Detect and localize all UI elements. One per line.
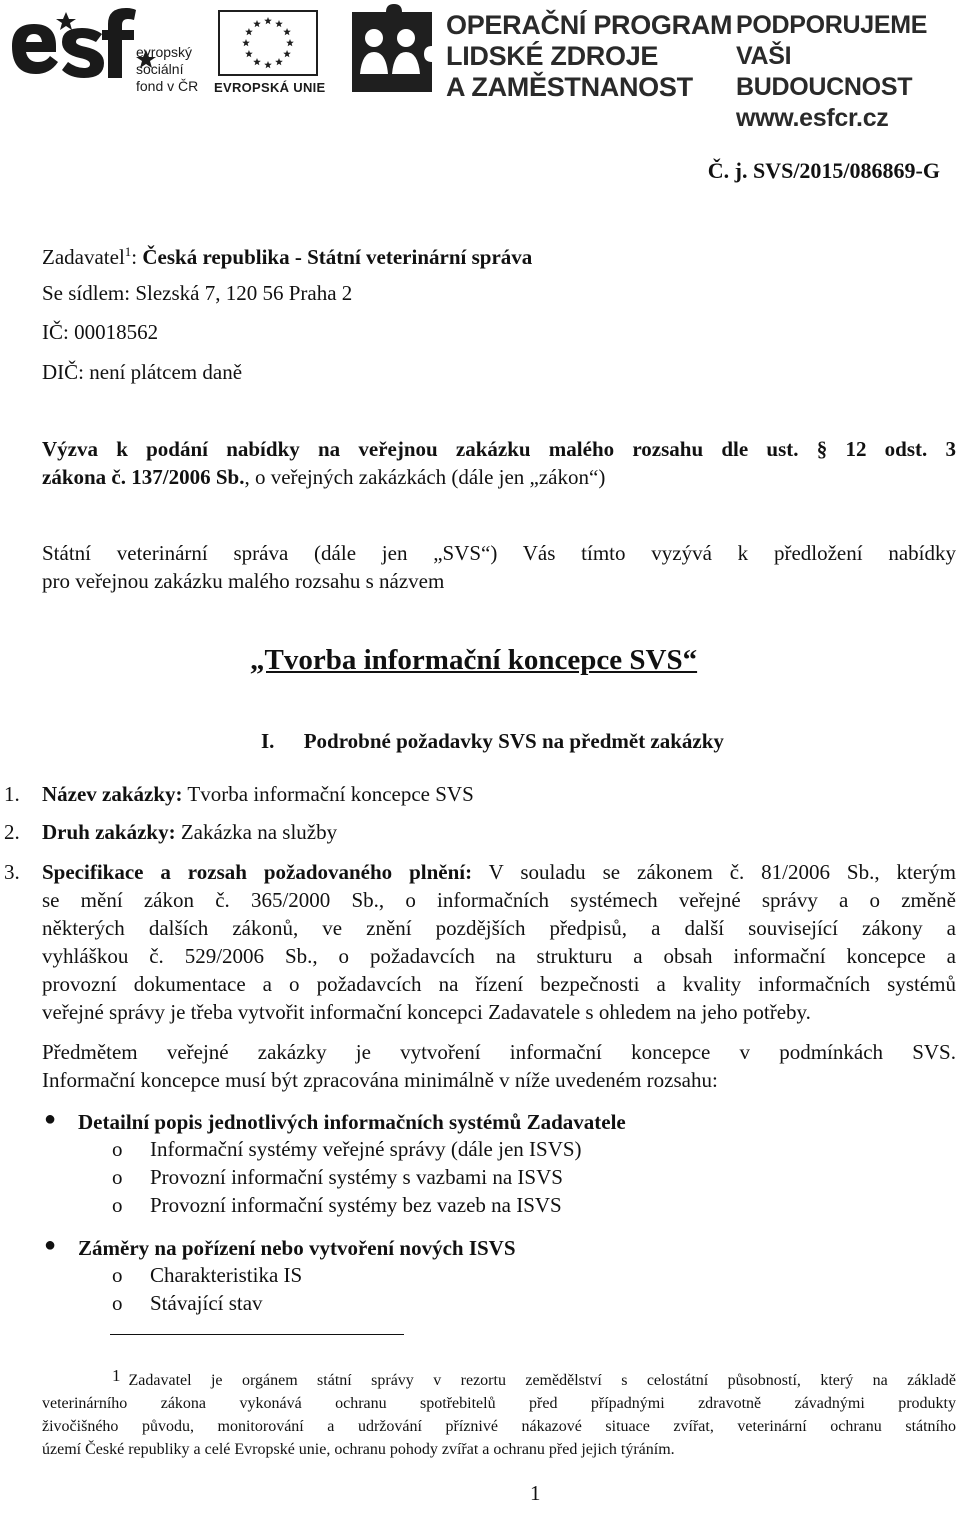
program-title-line: A ZAMĚSTNANOST (446, 72, 693, 102)
intro-paragraph (42, 539, 956, 595)
scope-subitem (112, 1261, 302, 1289)
scope-item-title (78, 1109, 626, 1135)
contracting-authority-line (42, 239, 532, 270)
footnote-line (42, 1364, 956, 1392)
scope-subitem (112, 1191, 562, 1219)
item-label: Název zakázky: (42, 782, 183, 806)
item-value: V souladu se zákonem č. 81/2006 Sb., kterým (472, 860, 956, 884)
eu-stars-icon (218, 10, 318, 76)
circle-bullet-icon: o (112, 1165, 123, 1189)
item-value: Zakázka na služby (175, 820, 338, 844)
esf-caption-line: fond v ČR (136, 78, 199, 94)
intro-line: Státní veterinární správa (dále jen „SVS“) Vás tímto vyzývá k předložení nabídky (42, 541, 956, 565)
footnote-line: veterinárního zákona vykonává ochranu spotřebitelů před případnými zdravotně závadnými produkty (42, 1395, 956, 1412)
eu-caption: EVROPSKÁ UNIE (214, 80, 326, 95)
page-number: 1 (530, 1481, 541, 1505)
slogan-line: VAŠI BUDOUCNOST (736, 42, 913, 101)
contract-title-text: „Tvorba informační koncepce SVS“ (250, 644, 698, 676)
footnote-separator (110, 1334, 404, 1335)
footnote-mark: 1 (112, 1366, 121, 1385)
scope-subitem-text: Informační systémy veřejné správy (dále jen ISVS) (150, 1137, 582, 1161)
authority-dic: DIČ: není plátcem daně (42, 360, 243, 384)
circle-bullet-icon: o (112, 1291, 123, 1315)
law-reference: zákona č. 137/2006 Sb. (42, 465, 245, 489)
contract-title (250, 644, 697, 677)
item-3-line: veřejné správy je třeba vytvořit informační koncepci Zadavatele s ohledem na jeho potřeby. (42, 1000, 811, 1024)
scope-subitem (112, 1135, 582, 1163)
oplzz-logo (344, 4, 440, 100)
section-heading (261, 729, 724, 754)
intro-line: pro veřejnou zakázku malého rozsahu s názvem (42, 569, 445, 593)
footnote-text: Zadavatel je orgánem státní správy v rezortu zemědělství s celostátní působností, který na základě (128, 1372, 956, 1389)
item-3-line: některých dalších zákonů, ve znění pozdějších předpisů, a další související zákony a (42, 916, 956, 940)
scope-subitem-text: Charakteristika IS (150, 1263, 303, 1287)
subject-line: Předmětem veřejné zakázky je vytvoření informační koncepce v podmínkách SVS. (42, 1040, 956, 1064)
subject-line: Informační koncepce musí být zpracována minimálně v níže uvedeném rozsahu: (42, 1068, 718, 1092)
program-title-line: OPERAČNÍ PROGRAM (446, 10, 733, 40)
esf-caption-line: evropský (136, 44, 193, 60)
scope-subitem-text: Stávající stav (150, 1291, 263, 1315)
scope-subitem-text: Provozní informační systémy s vazbami na ISVS (150, 1165, 563, 1189)
invitation-heading (42, 435, 956, 491)
puzzle-people-icon (344, 4, 440, 100)
item-1 (4, 781, 474, 807)
item-number: 1. (4, 782, 20, 806)
slogan-line: PODPORUJEME (736, 11, 928, 39)
section-number: I. (261, 729, 275, 753)
eu-flag (218, 10, 318, 76)
slogan (736, 10, 960, 134)
scope-subitem-text: Provozní informační systémy bez vazeb na ISVS (150, 1193, 562, 1217)
item-3 (4, 858, 956, 886)
circle-bullet-icon: o (112, 1193, 123, 1217)
invitation-heading-line: Výzva k podání nabídky na veřejnou zakázku malého rozsahu dle ust. § 12 odst. 3 (42, 437, 956, 461)
authority-label: Zadavatel (42, 245, 125, 269)
website-label: www.esfcr.cz (736, 104, 889, 132)
esf-caption-line: sociální (136, 61, 184, 77)
scope-item-title-text: Detailní popis jednotlivých informačních systémů Zadavatele (78, 1110, 626, 1134)
item-number: 3. (4, 860, 20, 884)
item-label: Specifikace a rozsah požadovaného plnění: (42, 860, 473, 884)
circle-bullet-icon: o (112, 1137, 123, 1161)
invitation-heading-line (42, 463, 956, 491)
scope-subitem (112, 1289, 263, 1317)
footnote-reference: 1 (124, 244, 132, 259)
item-3-line: provozní dokumentace a o požadavcích na řízení bezpečnosti a kvality informačních systémů (42, 972, 956, 996)
authority-name: Česká republika - Státní veterinární správa (142, 245, 533, 269)
section-title: Podrobné požadavky SVS na předmět zakázky (303, 729, 724, 753)
esf-caption (136, 44, 198, 95)
bullet-icon: ● (44, 1108, 57, 1130)
item-label: Druh zakázky: (42, 820, 176, 844)
item-number: 2. (4, 820, 20, 844)
footnote (42, 1364, 956, 1461)
circle-bullet-icon: o (112, 1263, 123, 1287)
reference-number: Č. j. SVS/2015/086869-G (707, 158, 940, 183)
item-value: Tvorba informační koncepce SVS (182, 782, 474, 806)
bullet-icon: ● (44, 1234, 57, 1256)
program-title (446, 10, 732, 103)
law-reference-rest: , o veřejných zakázkách (dále jen „zákon“) (244, 465, 606, 489)
scope-item-title (78, 1235, 516, 1261)
subject-paragraph (42, 1038, 956, 1094)
authority-ic: IČ: 00018562 (42, 320, 159, 344)
footnote-line: území České republiky a celé Evropské unie, ochranu pohody zvířat a ochranu před jejich týráním. (42, 1441, 675, 1458)
authority-seat: Se sídlem: Slezská 7, 120 56 Praha 2 (42, 281, 353, 305)
item-3-line: vyhláškou č. 529/2006 Sb., o požadavcích na strukturu a obsah informační koncepce a (42, 944, 956, 968)
item-3-line: se mění zákon č. 365/2000 Sb., o informačních systémech veřejné správy a o změně (42, 888, 956, 912)
footnote-line: živočišného původu, monitorování a udržování příznivé nákazové situace zvířat, veterinární ochranu státního (42, 1418, 956, 1435)
item-2 (4, 819, 337, 845)
scope-subitem (112, 1163, 563, 1191)
authority-label-suffix: : (131, 245, 138, 269)
item-3-continuation (42, 886, 956, 1026)
item-3-first-line (4, 858, 956, 886)
scope-item-title-text: Záměry na pořízení nebo vytvoření nových ISVS (78, 1236, 516, 1260)
program-title-line: LIDSKÉ ZDROJE (446, 41, 659, 71)
